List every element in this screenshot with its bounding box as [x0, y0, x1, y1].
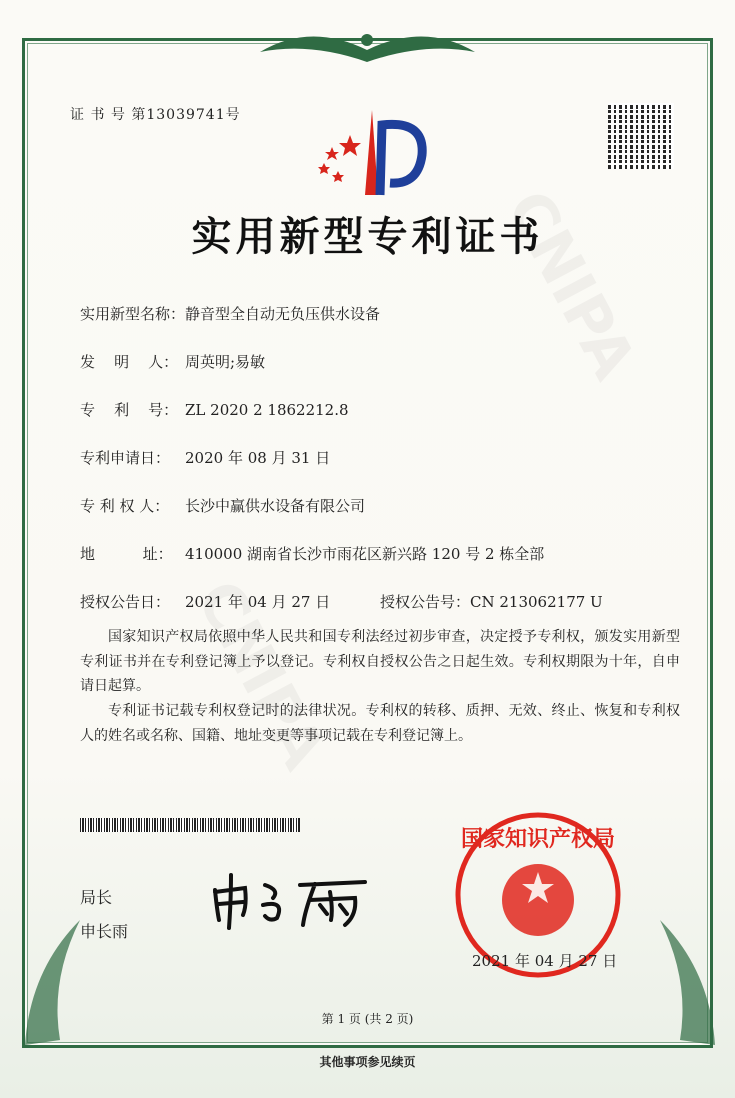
- field-application-date: 专利申请日： 2020 年 08 月 31 日: [80, 449, 331, 467]
- field-patentee: 专 利 权 人： 长沙中赢供水设备有限公司: [80, 497, 366, 515]
- cnipa-logo-icon: [310, 105, 430, 197]
- signer-name: 申长雨: [80, 922, 129, 941]
- seal-date: 2021 年 04 月 27 日: [472, 952, 618, 970]
- field-announcement-number: 授权公告号：CN 213062177 U: [380, 593, 603, 611]
- signer-title: 局长: [80, 888, 113, 907]
- paragraph-grant: 国家知识产权局依照中华人民共和国专利法经过初步审查，决定授予专利权，颁发实用新型专利证书并在专利登记簿上予以登记。专利权自授权公告之日起生效。专利权期限为十年，自申请日起算。: [80, 629, 680, 694]
- qr-code[interactable]: [608, 103, 674, 169]
- field-grant-date: 授权公告日： 2021 年 04 月 27 日: [80, 593, 331, 611]
- ornament-bottom-right-icon: [640, 910, 720, 1050]
- ornament-top-icon: [250, 22, 485, 72]
- certificate-number: 证 书 号 第13039741号: [70, 107, 241, 123]
- field-patent-number: 专 利 号： ZL 2020 2 1862212.8: [80, 401, 349, 419]
- signature-image: [205, 870, 385, 930]
- seal-text: 国家知识产权局: [460, 826, 616, 852]
- page-title: 实用新型专利证书: [191, 213, 544, 260]
- field-utility-model-name: 实用新型名称：静音型全自动无负压供水设备: [80, 305, 381, 323]
- field-inventor: 发 明 人： 周英明;易敏: [80, 353, 266, 371]
- field-address: 地 址： 410000 湖南省长沙市雨花区新兴路 120 号 2 栋全部: [80, 545, 545, 563]
- page-info: 第 1 页 (共 2 页): [321, 1012, 414, 1026]
- continuation-note: 其他事项参见续页: [319, 1055, 416, 1069]
- paragraph-legal-status: 专利证书记载专利权登记时的法律状况。专利权的转移、质押、无效、终止、恢复和专利权人的姓名或名称、国籍、地址变更等事项记载在专利登记簿上。: [80, 703, 680, 744]
- barcode: [80, 818, 300, 832]
